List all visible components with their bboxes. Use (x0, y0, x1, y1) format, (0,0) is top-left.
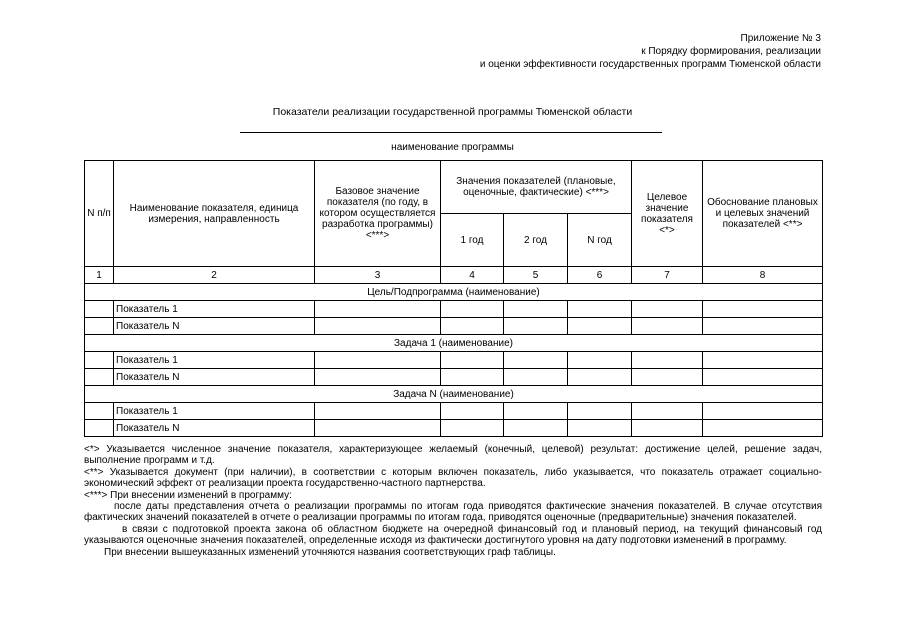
section-title: Цель/Подпрограмма (наименование) (85, 284, 823, 301)
table-row (85, 403, 823, 420)
indicator-name: Показатель N (114, 420, 315, 437)
column-number: 1 (85, 267, 114, 284)
table-row (85, 369, 823, 386)
column-number: 4 (441, 267, 504, 284)
indicator-name: Показатель N (114, 318, 315, 335)
header-year-2: 2 год (504, 214, 568, 267)
column-number: 8 (703, 267, 823, 284)
footnote-closing: При внесении вышеуказанных изменений уточняются названия соответствующих граф таблицы. (104, 546, 556, 558)
appendix-reference-cont: и оценки эффективности государственных программ Тюменской области (479, 59, 821, 70)
column-number: 5 (504, 267, 568, 284)
table-row (85, 420, 823, 437)
column-number: 6 (568, 267, 632, 284)
table-row (85, 352, 823, 369)
header-justification: Обоснование плановых и целевых значений показателей <**> (703, 161, 823, 267)
appendix-number: Приложение № 3 (740, 33, 821, 44)
appendix-header (480, 32, 821, 71)
header-target-value: Целевое значение показателя <*> (632, 161, 703, 267)
header-base-value: Базовое значение показателя (по году, в котором осуществляется разработка программы) <***> (315, 161, 441, 267)
header-year-n: N год (568, 214, 632, 267)
footnote-3: <***> При внесении изменений в программу: (84, 489, 292, 501)
table-row (85, 301, 823, 318)
table-row (85, 318, 823, 335)
header-year-1: 1 год (441, 214, 504, 267)
footnotes (84, 444, 822, 558)
header-indicator-name: Наименование показателя, единица измерения, направленность (114, 161, 315, 267)
footnote-2: <**> Указывается документ (при наличии), в соответствии с которым включен показатель, либо указывается, что показатель отражает социально-экономический эффект от реализации проекта государственно-частного партнерства. (84, 466, 822, 490)
program-name-caption: наименование программы (391, 142, 514, 153)
document-title: Показатели реализации государственной программы Тюменской области (272, 106, 633, 118)
column-number: 2 (114, 267, 315, 284)
indicator-name: Показатель 1 (114, 301, 315, 318)
header-number: N п/п (85, 161, 114, 267)
program-name-line (240, 132, 662, 133)
indicators-table (84, 160, 823, 437)
footnote-1: <*> Указывается численное значение показателя, характеризующее желаемый (конечный, целевой) результат: достижение целей, решение задач, выполнение программ и т.д. (84, 444, 822, 467)
column-number: 3 (315, 267, 441, 284)
footnote-3-item-2: в связи с подготовкой проекта закона об областном бюджете на очередной финансовый год и плановый период, на текущий финансовый год указываются оценочные значения показателей, определенные исходя из фактически достигнутого уровня на дату подготовки изменений в программу. (84, 523, 822, 547)
section-title: Задача N (наименование) (85, 386, 823, 403)
indicator-name: Показатель 1 (114, 403, 315, 420)
indicator-name: Показатель N (114, 369, 315, 386)
header-values-group: Значения показателей (плановые, оценочные, фактические) <***> (441, 161, 632, 214)
section-title: Задача 1 (наименование) (85, 335, 823, 352)
indicator-name: Показатель 1 (114, 352, 315, 369)
appendix-reference: к Порядку формирования, реализации (641, 46, 821, 57)
footnote-3-item-1: после даты представления отчета о реализации программы по итогам года приводятся фактические значения показателей. В случае отсутствия фактических значений показателей в отчете о реализации программы по итогам года, приводятся оценочные (предварительные) значения показателей. (84, 501, 822, 524)
column-number: 7 (632, 267, 703, 284)
